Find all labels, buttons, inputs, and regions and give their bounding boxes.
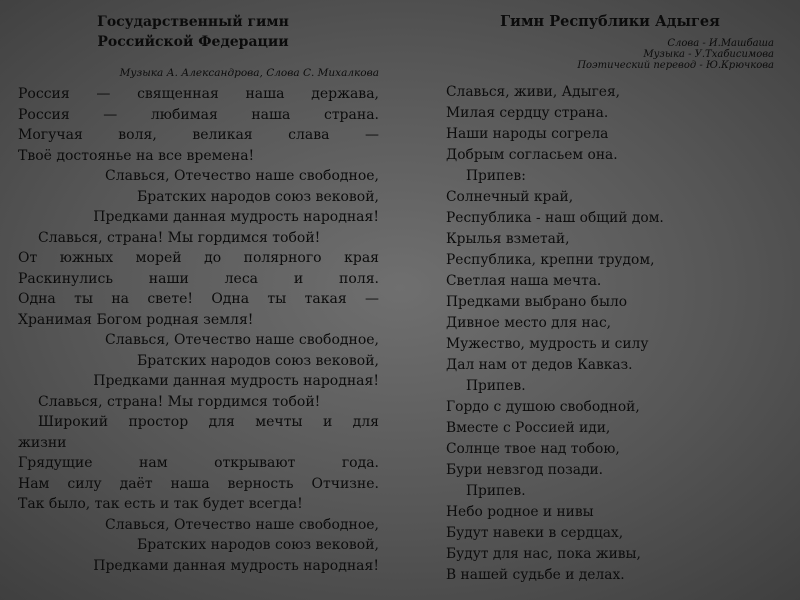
chorus-line: Братских народов союз вековой, xyxy=(136,352,379,369)
russian-anthem-column xyxy=(18,0,379,576)
verse-line: В нашей судьбе и делах. xyxy=(446,567,625,583)
verse-line: Хранимая Богом родная земля! xyxy=(18,311,254,328)
verse-line: Добрым согласьем она. xyxy=(446,147,618,163)
verse-line: Твоё достоянье на все времена! xyxy=(18,147,255,164)
verse-line: Небо родное и нивы xyxy=(446,504,594,520)
credit-line: Музыка А. Александрова, Слова С. Михалкова xyxy=(119,67,379,79)
chorus-line: Славься, страна! Мы гордимся тобой! xyxy=(38,393,321,410)
chorus-line: Славься, Отечество наше свободное, xyxy=(105,332,379,348)
verse-line: Дал нам от дедов Кавказ. xyxy=(446,357,633,373)
refrain-label: Припев. xyxy=(466,483,526,499)
chorus-line: Братских народов союз вековой, xyxy=(136,537,379,553)
verse-line: жизни xyxy=(18,434,67,451)
verse-line: Одна ты на свете! Одна ты такая — xyxy=(18,291,379,307)
title-line-1: Государственный гимн xyxy=(97,14,289,30)
verse-line: Наши народы согрела xyxy=(446,126,609,142)
chorus-line: Предками данная мудрость народная! xyxy=(93,373,379,389)
verse-line: Республика, крепни трудом, xyxy=(446,252,655,268)
refrain-label: Припев. xyxy=(466,378,526,394)
verse-line: Так было, так есть и так будет всегда! xyxy=(18,496,303,512)
verse-line: Могучая воля, великая слава — xyxy=(18,127,379,143)
verse-line: Милая сердцу страна. xyxy=(446,105,609,121)
verse-line: Мужество, мудрость и силу xyxy=(446,336,649,352)
verse-line: Широкий простор для мечты и для xyxy=(38,414,379,430)
refrain-label: Припев: xyxy=(466,168,526,184)
credit-music: Музыка - У.Тхабисимова xyxy=(643,49,774,60)
verse-line: Дивное место для нас, xyxy=(446,315,612,331)
chorus-line: Предками данная мудрость народная! xyxy=(93,557,379,574)
chorus-line: Славься, Отечество наше свободное, xyxy=(105,516,379,533)
verse-line: Бури невзгод позади. xyxy=(446,462,604,478)
verse-line: Гордо с душою свободной, xyxy=(446,399,640,415)
verse-line: Раскинулись наши леса и поля. xyxy=(18,270,379,287)
verse-line: Грядущие нам открывают года. xyxy=(18,455,379,471)
verse-line: Россия — священная наша держава, xyxy=(18,86,379,102)
russian-anthem-title xyxy=(18,12,368,52)
verse-line: Республика - наш общий дом. xyxy=(446,210,664,226)
verse-line: От южных морей до полярного края xyxy=(18,250,379,266)
chorus-line: Славься, Отечество наше свободное, xyxy=(105,168,379,184)
adygea-anthem-title: Гимн Республики Адыгея xyxy=(500,13,720,30)
title-line-2: Российской Федерации xyxy=(97,34,289,50)
verse-line: Крылья взметай, xyxy=(446,231,570,247)
verse-line: Славься, живи, Адыгея, xyxy=(446,84,621,100)
verse-line: Будут навеки в сердцах, xyxy=(446,525,624,541)
adygea-anthem-column xyxy=(446,0,774,586)
verse-line: Россия — любимая наша страна. xyxy=(18,106,379,123)
russian-anthem-credits xyxy=(18,67,379,79)
chorus-line: Славься, страна! Мы гордимся тобой! xyxy=(38,229,321,246)
adygea-anthem-verses xyxy=(446,82,774,586)
verse-line: Светлая наша мечта. xyxy=(446,273,602,289)
verse-line: Солнце твое над тобою, xyxy=(446,441,620,457)
adygea-anthem-credits xyxy=(446,38,774,71)
verse-line: Вместе с Россией иди, xyxy=(446,420,611,436)
chorus-line: Предками данная мудрость народная! xyxy=(93,209,379,225)
verse-line: Солнечный край, xyxy=(446,189,574,205)
verse-line: Нам силу даёт наша верность Отчизне. xyxy=(18,475,379,492)
credit-translation: Поэтический перевод - Ю.Крючкова xyxy=(577,60,774,71)
chorus-line: Братских народов союз вековой, xyxy=(136,188,379,205)
verse-line: Предками выбрано было xyxy=(446,294,628,310)
verse-line: Будут для нас, пока живы, xyxy=(446,546,641,562)
russian-anthem-verses xyxy=(18,84,379,576)
credit-words: Слова - И.Машбаша xyxy=(667,38,774,49)
